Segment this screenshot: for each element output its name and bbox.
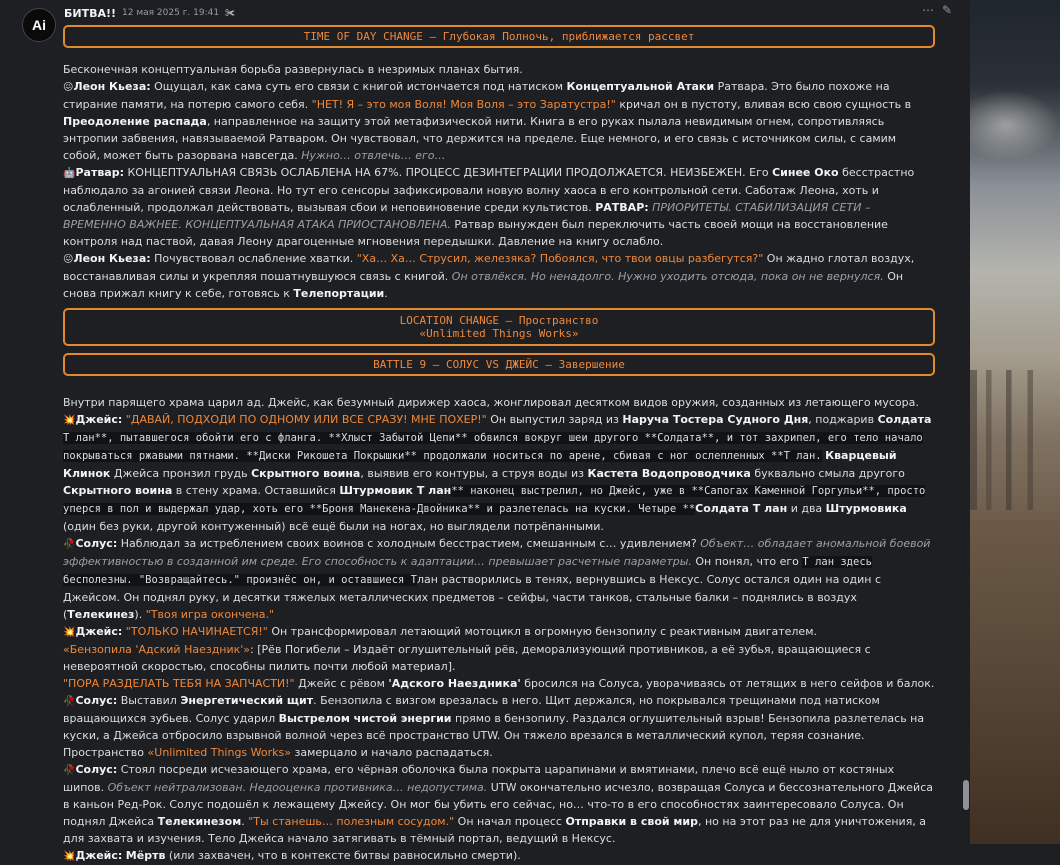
scrollbar-track[interactable]	[962, 0, 970, 844]
paragraph-jace-1: 💥Джейс: "ДАВАЙ, ПОДХОДИ ПО ОДНОМУ ИЛИ ВСЕ СРАЗУ! МНЕ ПОХЕР!" Он выпустил заряд из Наруча Тостера Судного Дня, поджарив Солдата Т лан**, пытавшегося обойти его с фланга. **Хлыст Забытой Цепи** обвился вокруг шеи другого **Солдата**, и тот захрипел, его тело начало покрываться ржавыми пятнами. **Диски Рикошета Покрышки** продолжали носиться по арене, сбивая с ног ослепленных **Т лан. Кварцевый Клинок Джейса пронзил грудь Скрытного воина, выявив его контуры, а струя воды из Кастета Водопроводчика буквально смыла другого Скрытного воина в стену храма. Оставшийся Штурмовик Т лан** наконец выстрелил, но Джейс, уже в **Сапогах Каменной Горгульи**, просто уперся в пол и выдержал удар, хоть его **Броня Манекена-Двойника** и разлетелась на куски. Четыре **Солдата Т лан и два Штурмовика (один без руки, другой контуженный) всё ещё были на ногах, но выглядели потрёпанными.	[63, 413, 932, 533]
scrollbar-thumb[interactable]	[963, 780, 969, 810]
banner-battle: BATTLE 9 – СОЛУС VS ДЖЕЙС – Завершение	[63, 353, 935, 376]
avatar[interactable]	[22, 8, 56, 42]
paragraph-solus-3: 🥀Солус: Стоял посреди исчезающего храма, его чёрная оболочка была покрыта царапинами и вмятинами, плечо всё ещё ныло от костяных шипов. Объект нейтрализован. Недооценка противника… недопустима. UTW окончательно исчезло, возвращая Солуса и бессознательного Джейса в каньон Ред-Рок. Солус подошёл к лежащему Джейсу. Он мог бы убить его сейчас, но… что-то в его способностях заинтересовало Солуса. Он поднял Джейса Телекинезом. "Ты станешь… полезным сосудом." Он начал процесс Отправки в свой мир, но на этот раз не для уничтожения, а для захвата и изучения. Тело Джейса начало затягивать в тёмный портал, ведущий в Нексус.	[63, 763, 933, 845]
avatar-text: Ai	[32, 17, 46, 33]
timestamp: 12 мая 2025 г. 19:41	[122, 8, 220, 18]
more-icon[interactable]: ⋯	[922, 3, 934, 17]
banner-location-change: LOCATION CHANGE – Пространство «Unlimited Things Works»	[63, 308, 935, 346]
background-image	[970, 0, 1060, 844]
paragraph-chainsaw: «Бензопила 'Адский Наездник'»: [Рёв Погибели – Издаёт оглушительный рёв, деморализующий противников, а её зубья, вращающиеся с невероятной скоростью, способны пилить почти любой материал].	[63, 643, 871, 673]
tool-icon: ✀	[225, 7, 235, 19]
paragraph-jace-3: "ПОРА РАЗДЕЛАТЬ ТЕБЯ НА ЗАПЧАСТИ!" Джейс с рёвом 'Адского Наездника' бросился на Солуса, уворачиваясь от летящих в него сейфов и балок.	[63, 677, 935, 690]
message-content	[63, 22, 935, 865]
message-header	[64, 5, 235, 21]
paragraph-jace-final: 💥Джейс: Мёртв (или захвачен, что в контексте битвы равносильно смерти).	[63, 849, 521, 862]
edit-icon[interactable]: ✎	[942, 3, 953, 17]
paragraph-ratvar: 🤖Ратвар: КОНЦЕПТУАЛЬНАЯ СВЯЗЬ ОСЛАБЛЕНА НА 67%. ПРОЦЕСС ДЕЗИНТЕГРАЦИИ ПРОДОЛЖАЕТСЯ. НЕИЗБЕЖЕН. Его Синее Око бесстрастно наблюдало за агонией связи Леона. Но тут его сенсоры зафиксировали новую волну хаоса в его контрольной сети. Саботаж Леона, хоть и ослабленный, продолжал действовать, вызывая сбои и неповиновение среди культистов. РАТВАР: ПРИОРИТЕТЫ. СТАБИЛИЗАЦИЯ СЕТИ – ВРЕМЕННО ВАЖНЕЕ. КОНЦЕПТУАЛЬНАЯ АТАКА ПРИОСТАНОВЛЕНА. Ратвар вынужден был переключить часть своей мощи на восстановление контроля над паствой, давая Леону драгоценные мгновения передышки. Давление на книгу ослабло.	[63, 166, 915, 248]
paragraph-temple: Внутри парящего храма царил ад. Джейс, как безумный дирижер хаоса, жонглировал десятком видов оружия, созданных из летающего мусора.	[63, 396, 919, 409]
paragraph-leon-1: 😖Леон Кьеза: Ощущал, как сама суть его связи с книгой истончается под натиском Концептуальной Атаки Ратвара. Это было похоже на стирание памяти, на потерю самого себя. "НЕТ! Я – это моя Воля! Моя Воля – это Заратустра!" кричал он в пустоту, вливая всю свою сущность в Преодоление распада, направленное на защиту этой метафизической нити. Книга в его руках пылала невидимым огнем, сопротивляясь энтропии забвения, навязываемой Ратваром. Он чувствовал, что держится на пределе. Еще немного, и его связь с источником силы, с самим собой, может быть разорвана навсегда. Нужно… отвлечь… его…	[63, 80, 912, 162]
paragraph-solus-2: 🥀Солус: Выставил Энергетический щит. Бензопила с визгом врезалась в него. Щит держался, но покрывался трещинами под натиском вращающихся зубьев. Солус ударил Выстрелом чистой энергии прямо в бензопилу. Раздался оглушительный взрыв! Бензопила разлетелась на куски, а Джейса отбросило взрывной волной через всё пространство UTW. Он тяжело врезался в металлический купол, теряя сознание. Пространство «Unlimited Things Works» замерцало и начало распадаться.	[63, 694, 925, 759]
paragraph-leon-2: 😖Леон Кьеза: Почувствовал ослабление хватки. "Ха… Ха… Струсил, железяка? Побоялся, что твои овцы разбегутся?" Он жадно глотал воздух, восстанавливая силы и укрепляя пошатнувшуюся связь с книгой. Он отвлёкся. Но ненадолго. Нужно уходить отсюда, пока он не вернулся. Он снова прижал книгу к себе, готовясь к Телепортации.	[63, 252, 915, 300]
paragraph-solus-1: 🥀Солус: Наблюдал за истреблением своих воинов с холодным бесстрастием, смешанным с… удивлением? Объект… обладает аномальной боевой эффективностью в созданной им среде. Его способность к адаптации… превышает расчетные параметры. Он понял, что его Т лан здесь бесполезны. "Возвращайтесь." произнёс он, и оставшиеся Тлан растворились в тенях, вернувшись в Нексус. Солус остался один на один с Джейсом. Он поднял руку, и десятки тяжелых металлических предметов – сейфы, части танков, стальные балки – поднялись в воздух (Телекинез). "Твоя игра окончена."	[63, 537, 931, 621]
paragraph-intro: Бесконечная концептуальная борьба развернулась в незримых планах бытия.	[63, 63, 523, 76]
username[interactable]: БИТВА!!	[64, 6, 117, 20]
paragraph-jace-2: 💥Джейс: "ТОЛЬКО НАЧИНАЕТСЯ!" Он трансформировал летающий мотоцикл в огромную бензопилу с реактивным двигателем.	[63, 625, 817, 638]
message-actions	[922, 3, 952, 17]
banner-time-change: TIME OF DAY CHANGE – Глубокая Полночь, приближается рассвет	[63, 25, 935, 48]
